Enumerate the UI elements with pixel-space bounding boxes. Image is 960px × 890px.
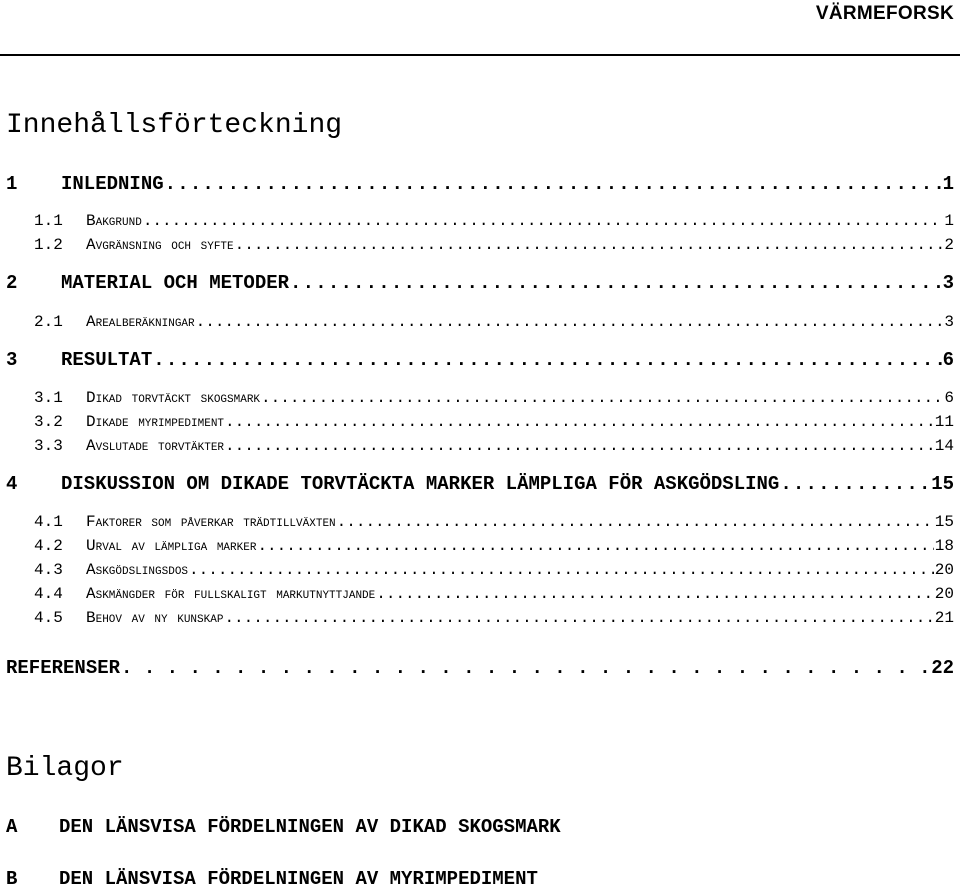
dot-leader	[224, 608, 933, 628]
dot-leader	[337, 512, 934, 532]
toc-page-number: 3	[944, 313, 954, 331]
toc-entry-4-3[interactable]	[0, 560, 960, 580]
dot-leader	[165, 173, 942, 195]
toc-number: 1	[6, 173, 18, 195]
toc-entry-4-4[interactable]	[0, 584, 960, 604]
dot-leader	[121, 657, 930, 679]
toc-entry-4-2[interactable]	[0, 536, 960, 556]
toc-title: Arealberäkningar	[86, 313, 195, 331]
toc-entry-1[interactable]	[0, 173, 960, 195]
toc-title: INLEDNING	[61, 173, 164, 195]
toc-title: Dikade myrimpediment	[86, 413, 225, 431]
toc-number: 3.3	[34, 437, 63, 455]
toc-entry-3-3[interactable]	[0, 436, 960, 456]
toc-number: 4	[6, 473, 18, 495]
dot-leader	[153, 349, 941, 371]
toc-entry-3-1[interactable]	[0, 388, 960, 408]
appendix-title: DEN LÄNSVISA FÖRDELNINGEN AV DIKAD SKOGSMARK	[59, 816, 561, 838]
toc-page-number: 6	[942, 349, 954, 371]
toc-page-number: 2	[944, 236, 954, 254]
toc-title: Faktorer som påverkar trädtillväxten	[86, 513, 336, 531]
toc-number: 4.3	[34, 561, 63, 579]
toc-number: 4.1	[34, 513, 63, 531]
dot-leader	[143, 211, 944, 231]
toc-entry-4-5[interactable]	[0, 608, 960, 628]
appendix-letter: B	[6, 868, 18, 890]
toc-entry-2-1[interactable]	[0, 312, 960, 332]
toc-title: Avslutade torvtäkter	[86, 437, 225, 455]
brand-name: VÄRMEFORSK	[815, 3, 954, 24]
toc-title: Bakgrund	[86, 212, 142, 230]
toc-entry-4[interactable]	[0, 473, 960, 495]
toc-entry-1-2[interactable]	[0, 235, 960, 255]
toc-title: Urval av lämpliga marker	[86, 537, 257, 555]
toc-page-number: 6	[944, 389, 954, 407]
toc-page-number: 1	[944, 212, 954, 230]
toc-number: 1.1	[34, 212, 63, 230]
appendices-heading: Bilagor	[6, 753, 124, 784]
toc-page-number: 21	[934, 609, 954, 627]
toc-page-number: 14	[934, 437, 954, 455]
toc-page-number: 15	[934, 513, 954, 531]
toc-number: 3	[6, 349, 18, 371]
toc-entry-3-2[interactable]	[0, 412, 960, 432]
appendix-letter: A	[6, 816, 18, 838]
toc-number: 2	[6, 272, 18, 294]
dot-leader	[196, 312, 944, 332]
toc-page-number: 15	[931, 473, 954, 495]
toc-page-number: 20	[934, 585, 954, 603]
dot-leader	[780, 473, 930, 495]
toc-page-number: 11	[934, 413, 954, 431]
toc-title: RESULTAT	[61, 349, 153, 371]
toc-number: 3.1	[34, 389, 63, 407]
toc-heading: Innehållsförteckning	[6, 110, 343, 141]
appendix-item-a[interactable]	[0, 816, 960, 838]
toc-page-number: 18	[934, 537, 954, 555]
toc-page-number: 20	[934, 561, 954, 579]
dot-leader	[376, 584, 934, 604]
toc-entry-1-1[interactable]	[0, 211, 960, 231]
toc-title: Avgränsning och syfte	[86, 236, 234, 254]
toc-entry-4-1[interactable]	[0, 512, 960, 532]
toc-number: 3.2	[34, 413, 63, 431]
dot-leader	[189, 560, 934, 580]
toc-page-number: 1	[942, 173, 954, 195]
toc-number: 4.2	[34, 537, 63, 555]
toc-title: Behov av ny kunskap	[86, 609, 224, 627]
dot-leader	[290, 272, 942, 294]
dot-leader	[235, 235, 944, 255]
toc-title: Dikad torvtäckt skogsmark	[86, 389, 261, 407]
toc-page-number: 22	[931, 657, 954, 679]
toc-title: Askgödslingsdos	[86, 561, 189, 579]
toc-entry-2[interactable]	[0, 272, 960, 294]
appendix-title: DEN LÄNSVISA FÖRDELNINGEN AV MYRIMPEDIMENT	[59, 868, 538, 890]
toc-number: 4.4	[34, 585, 63, 603]
dot-leader	[257, 536, 933, 556]
page-header	[0, 0, 960, 56]
dot-leader	[261, 388, 943, 408]
toc-entry-3[interactable]	[0, 349, 960, 371]
toc-number: 2.1	[34, 313, 63, 331]
toc-title: MATERIAL OCH METODER	[61, 272, 290, 294]
toc-number: 4.5	[34, 609, 63, 627]
toc-entry-references[interactable]	[0, 657, 960, 679]
toc-title: REFERENSER	[6, 657, 121, 679]
toc-number: 1.2	[34, 236, 63, 254]
toc-title: DISKUSSION OM DIKADE TORVTÄCKTA MARKER LÄMPLIGA FÖR ASKGÖDSLING	[61, 473, 780, 495]
dot-leader	[225, 436, 934, 456]
toc-title: Askmängder för fullskaligt markutnyttjande	[86, 585, 376, 603]
dot-leader	[225, 412, 934, 432]
toc-page-number: 3	[942, 272, 954, 294]
